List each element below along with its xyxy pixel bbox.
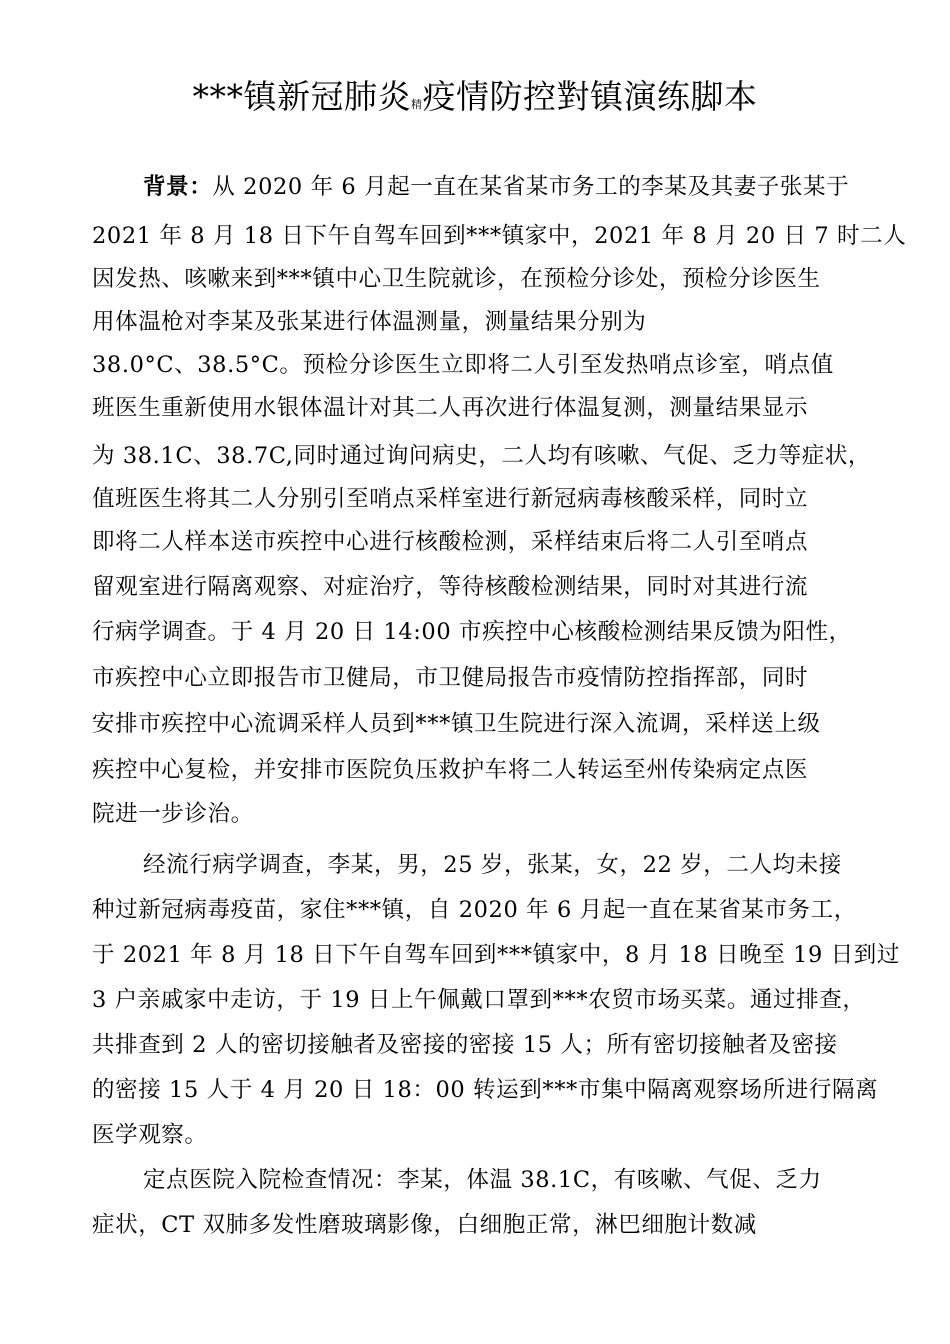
paragraph-line: 疾控中心复检，并安排市医院负压救护车将二人转运至州传染病定点医 bbox=[92, 757, 809, 783]
paragraph-line: 行病学调查。于 4 月 20 日 14:00 市疾控中心核酸检测结果反馈为阳性， bbox=[92, 619, 852, 645]
paragraph-line: 3 户亲戚家中走访，于 19 日上午佩戴口罩到***农贸市场买菜。通过排查， bbox=[92, 987, 866, 1013]
paragraph-line: 市疾控中心立即报告市卫健局，市卫健局报告市疫情防控指挥部，同时 bbox=[92, 665, 809, 691]
paragraph-line: 医学观察。 bbox=[92, 1122, 208, 1148]
paragraph-line: 安排市疾控中心流调采样人员到***镇卫生院进行深入流调，采样送上级 bbox=[92, 711, 821, 737]
paragraph-line: 为 38.1C、38.7C,同时通过询问病史，二人均有咳嗽、气促、乏力等症状， bbox=[92, 443, 872, 469]
paragraph-line bbox=[143, 172, 849, 202]
paragraph-line: 因发热、咳嗽来到***镇中心卫生院就诊，在预检分诊处，预检分诊医生 bbox=[92, 266, 821, 292]
paragraph-line: 用体温枪对李某及张某进行体温测量，测量结果分别为 bbox=[92, 309, 647, 335]
paragraph-line: 留观室进行隔离观察、对症治疗，等待核酸检测结果，同时对其进行流 bbox=[92, 574, 809, 600]
title-text-part1: ***镇新冠肺炎 bbox=[192, 77, 411, 116]
paragraph-line: 班医生重新使用水银体温计对其二人再次进行体温复测，测量结果显示 bbox=[92, 395, 809, 421]
paragraph-line: 种过新冠病毒疫苗，家住***镇，自 2020 年 6 月起一直在某省某市务工， bbox=[92, 897, 857, 923]
paragraph-line: 院进一步诊治。 bbox=[92, 801, 254, 827]
paragraph-line: 共排查到 2 人的密切接触者及密接的密接 15 人；所有密切接触者及密接 bbox=[92, 1032, 838, 1058]
paragraph-line: 的密接 15 人于 4 月 20 日 18：00 转运到***市集中隔离观察场所进行隔离 bbox=[92, 1077, 879, 1103]
paragraph-line: 即将二人样本送市疾控中心进行核酸检测，采样结束后将二人引至哨点 bbox=[92, 529, 809, 555]
paragraph-line: 2021 年 8 月 18 日下午自驾车回到***镇家中，2021 年 8 月 20 日 7 时二人 bbox=[92, 223, 907, 249]
title-text-part2: 疫情防控對镇演练脚本 bbox=[422, 77, 758, 116]
document-title bbox=[0, 74, 950, 128]
background-label: 背景： bbox=[143, 174, 213, 200]
line-text: 从 2020 年 6 月起一直在某省某市务工的李某及其妻子张某于 bbox=[212, 174, 850, 200]
paragraph-line: 症状，CT 双肺多发性磨玻璃影像，白细胞正常，淋巴细胞计数减 bbox=[92, 1212, 757, 1238]
paragraph-line: 经流行病学调查，李某，男，25 岁，张某，女，22 岁，二人均未接 bbox=[143, 852, 842, 878]
paragraph-line: 值班医生将其二人分别引至哨点采样室进行新冠病毒核酸采样，同时立 bbox=[92, 486, 809, 512]
paragraph-line: 于 2021 年 8 月 18 日下午自驾车回到***镇家中，8 月 18 日晚至 19 日到过 bbox=[92, 942, 901, 968]
paragraph-line: 定点医院入院检查情况：李某，体温 38.1C，有咳嗽、气促、乏力 bbox=[143, 1167, 822, 1193]
title-small-mark: 精 bbox=[411, 98, 423, 111]
paragraph-line: 38.0°C、38.5°C。预检分诊医生立即将二人引至发热哨点诊室，哨点值 bbox=[92, 352, 834, 378]
